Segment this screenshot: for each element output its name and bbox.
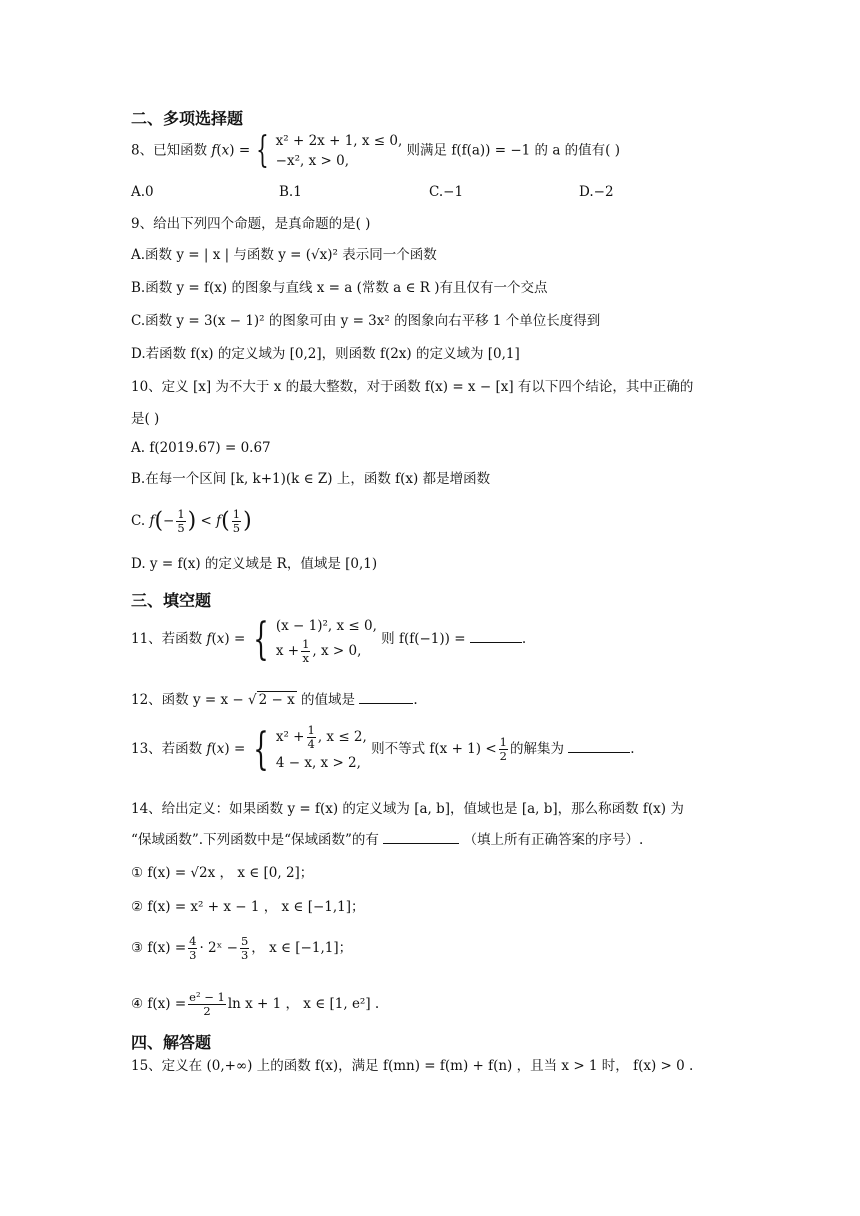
brace-symbol: { (252, 723, 269, 775)
q12-radicand: 2 − x (258, 692, 295, 708)
q11-case-2: x + $\frac{1}{x}$ , x > 0, (275, 637, 362, 665)
q13-case-2: 4 − x, x > 2, (275, 755, 361, 771)
question-8: 8、已知函数 f(x) = { x² + 2x + 1, x ≤ 0, −x², x > 0, 则满足 f(f(a)) = −1 的 a 的值有( ) (131, 130, 621, 171)
q10-option-a: A. f(2019.67) = 0.67 (131, 440, 271, 456)
q12-prefix: 12、函数 y = x − (131, 692, 244, 708)
q9-option-b: B.函数 y = f(x) 的图象与直线 x = a (常数 a ∈ R )有且仅有一个交点 (131, 280, 548, 296)
question-11: 11、若函数 f(x) = { (x − 1)², x ≤ 0, x + $\frac{1}{x}$ , x > 0, 则 f(f(−1)) = . (131, 613, 527, 665)
question-15: 15、定义在 (0,+∞) 上的函数 f(x)，满足 f(mn) = f(m) + f(n) ，且当 x > 1 时， f(x) > 0 . (131, 1058, 694, 1074)
fraction: $\frac{1}{5}$ (177, 507, 185, 535)
q14-line2-b: （填上所有正确答案的序号）. (463, 832, 644, 848)
q8-suffix-a: 则满足 (406, 142, 448, 159)
q11-suffix: 则 f(f(−1)) = (381, 631, 466, 647)
q13-case-1: x² + $\frac{1}{4}$ , x ≤ 2, (275, 723, 367, 751)
question-10-stem-line2: 是( ) (131, 411, 160, 427)
q11-prefix: 11、若函数 (131, 631, 203, 647)
q14-item-1: ① f(x) = √2x ， x ∈ [0, 2]； (131, 865, 314, 881)
q8-case-2: −x², x > 0, (275, 153, 349, 169)
answer-blank[interactable] (470, 630, 522, 643)
section-heading-multiple-choice: 二、多项选择题 (131, 109, 244, 128)
q14-line2-a: “保域函数”.下列函数中是“保域函数”的有 (131, 832, 379, 848)
answer-blank[interactable] (383, 831, 459, 844)
question-10-stem-line1: 10、定义 [x] 为不大于 x 的最大整数，对于函数 f(x) = x − [x] 有以下四个结论，其中正确的 (131, 379, 694, 395)
question-9-stem: 9、给出下列四个命题，是真命题的是( ) (131, 216, 371, 232)
answer-blank[interactable] (359, 691, 413, 704)
brace-symbol: { (252, 613, 269, 665)
q13-suffix: 则不等式 f(x + 1) < (371, 741, 497, 757)
q11-case-1: (x − 1)², x ≤ 0, (275, 618, 377, 634)
q8-option-a: A.0 (131, 184, 154, 200)
q8-option-d: D.−2 (579, 184, 614, 200)
q8-suffix-b: 的 a 的值有( ) (534, 142, 621, 159)
q8-piecewise (276, 131, 403, 171)
question-14-line2 (131, 830, 643, 850)
q8-case-1: x² + 2x + 1, x ≤ 0, (275, 133, 403, 149)
section-heading-fill-in: 三、填空题 (131, 591, 212, 610)
q10-option-c: C. f(− $\frac{1}{5}$ ) < f( $\frac{1}{5}$ ) (131, 507, 252, 535)
q8-condition: f(f(a)) = −1 (451, 142, 531, 159)
q13-piecewise (276, 724, 367, 775)
q8-options (131, 184, 751, 206)
question-14-line1: 14、给出定义：如果函数 y = f(x) 的定义域为 [a, b]，值域也是 [a, b]，那么称函数 f(x) 为 (131, 801, 684, 817)
question-12: 12、函数 y = x − √ 2 − x 的值域是 . (131, 692, 418, 708)
q14-item-4: ④ f(x) = $\frac{\text{e² − 1}}{2}$ ln x + 1 ， x ∈ [1, e²] . (131, 990, 380, 1018)
q11-piecewise (276, 614, 377, 665)
q8-option-c: C.−1 (429, 184, 464, 200)
question-13: 13、若函数 f(x) = { x² + $\frac{1}{4}$ , x ≤ 2, 4 − x, x > 2, 则不等式 f(x + 1) < $\frac{1}{2}$ 的解集为 . (131, 723, 635, 775)
q10-option-b: B.在每一个区间 [k, k+1)(k ∈ Z) 上，函数 f(x) 都是增函数 (131, 471, 491, 487)
q12-suffix: 的值域是 (301, 692, 356, 708)
q13-suffix2: 的解集为 (509, 741, 564, 757)
answer-blank[interactable] (568, 740, 630, 753)
q9-option-c: C.函数 y = 3(x − 1)² 的图象可由 y = 3x² 的图象向右平移 1 个单位长度得到 (131, 313, 601, 329)
q10-option-d: D. y = f(x) 的定义域是 R，值域是 [0,1) (131, 556, 378, 572)
q8-option-b: B.1 (279, 184, 302, 200)
fraction: $\frac{1}{5}$ (232, 507, 241, 535)
q14-item-3: ③ f(x) = $\frac{4}{3}$ · 2ˣ − $\frac{5}{3}$ ， x ∈ [−1,1]； (131, 934, 353, 962)
section-heading-answer: 四、解答题 (131, 1033, 212, 1052)
q10-option-c-label: C. (131, 513, 146, 529)
brace-symbol: { (256, 130, 270, 171)
q14-item-2: ② f(x) = x² + x − 1 ， x ∈ [−1,1]； (131, 899, 365, 915)
q8-prefix: 8、已知函数 (131, 142, 208, 159)
q13-prefix: 13、若函数 (131, 741, 203, 757)
q9-option-d: D.若函数 f(x) 的定义域为 [0,2]，则函数 f(2x) 的定义域为 [0,1] (131, 346, 520, 362)
q9-option-a: A.函数 y = | x | 与函数 y = (√x)² 表示同一个函数 (131, 247, 437, 263)
